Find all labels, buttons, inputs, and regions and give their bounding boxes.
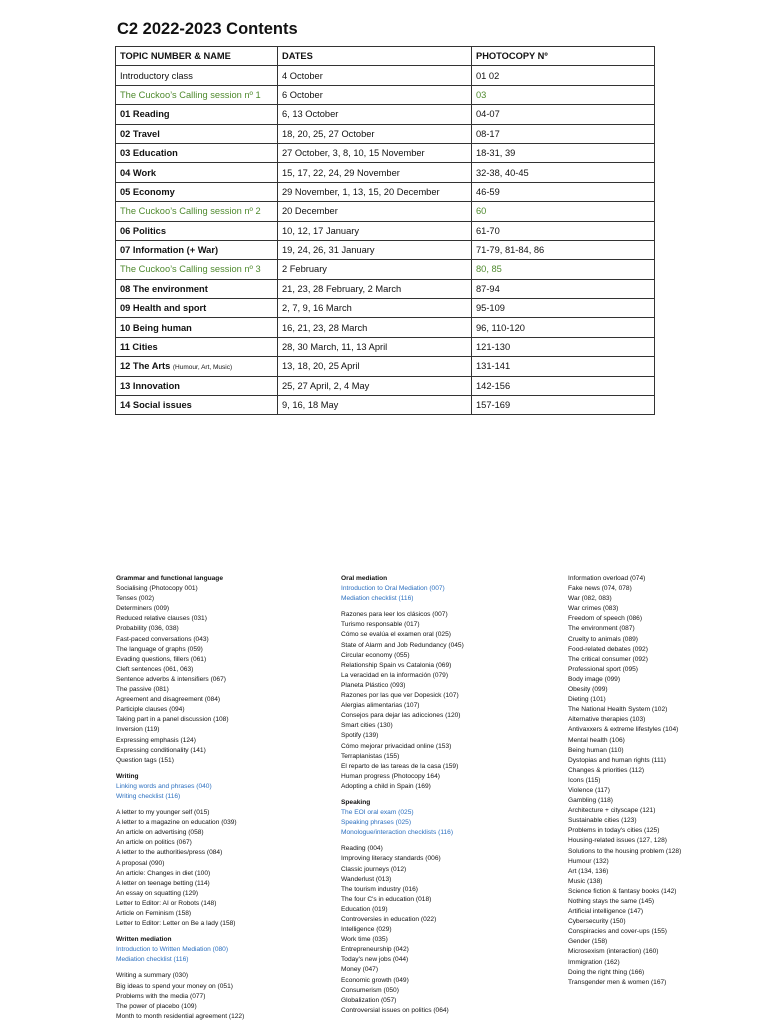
- list-item: Razones por las que ver Dopesick (107): [341, 692, 459, 700]
- table-row: [116, 240, 655, 259]
- list-item: Body image (099): [568, 675, 621, 683]
- list-item: Work time (035): [341, 936, 388, 944]
- list-item: Reading (004): [341, 845, 383, 853]
- dates-cell: 19, 24, 26, 31 January: [278, 240, 472, 259]
- list-item: An article on advertising (058): [116, 829, 204, 837]
- list-item: Changes & priorities (112): [568, 766, 645, 774]
- list-item: Adopting a child in Spain (169): [341, 782, 431, 790]
- list-item: Dieting (101): [568, 696, 606, 704]
- list-item: Food-related debates (092): [568, 645, 648, 653]
- topic-cell: [116, 337, 278, 356]
- table-row: [116, 318, 655, 337]
- list-item: Alternative therapies (103): [568, 716, 646, 724]
- dates-cell: 16, 21, 23, 28 March: [278, 318, 472, 337]
- column-header-dates: DATES: [278, 47, 472, 66]
- mediation-speaking-column: [341, 574, 464, 1016]
- list-item: Spotify (139): [341, 732, 379, 740]
- list-item: Freedom of speech (086): [568, 615, 643, 623]
- list-item: Determiners (009): [116, 605, 170, 613]
- dates-cell: 18, 20, 25, 27 October: [278, 124, 472, 143]
- list-item: Alergias alimentarias (107): [341, 702, 420, 710]
- contents-table: [115, 46, 655, 415]
- dates-cell: 29 November, 1, 13, 15, 20 December: [278, 182, 472, 201]
- list-item: Cruelty to animals (089): [568, 635, 638, 643]
- list-item: The four C's in education (018): [341, 895, 432, 903]
- section-heading: Writing: [116, 772, 139, 780]
- photocopy-cell: 03: [472, 85, 655, 104]
- list-item: Human progress (Photocopy 164): [341, 772, 440, 780]
- list-item: Science fiction & fantasy books (142): [568, 887, 677, 895]
- list-item: Gender (158): [568, 938, 608, 946]
- list-item: Participle clauses (094): [116, 706, 185, 714]
- photocopy-cell: 08-17: [472, 124, 655, 143]
- list-item: Letter to Editor: Letter on Be a lady (158): [116, 920, 236, 928]
- topic-name: 01 Reading: [120, 109, 170, 120]
- dates-cell: 2 February: [278, 260, 472, 279]
- list-item: Writing a summary (030): [116, 972, 189, 980]
- list-item: The passive (081): [116, 686, 169, 694]
- photocopy-cell: 46-59: [472, 182, 655, 201]
- topic-name: The Cuckoo’s Calling session nº 1: [120, 89, 261, 100]
- topic-name: 13 Innovation: [120, 380, 180, 391]
- list-item: Cybersecurity (150): [568, 918, 626, 926]
- dates-cell: 13, 18, 20, 25 April: [278, 357, 472, 376]
- list-item: A proposal (090): [116, 859, 165, 867]
- list-item: Turismo responsable (017): [341, 621, 420, 629]
- list-item: War crimes (083): [568, 605, 619, 613]
- list-item: Month to month residential agreement (122): [116, 1012, 245, 1020]
- topic-cell: [116, 105, 278, 124]
- list-item: Terraplanistas (155): [341, 752, 400, 760]
- list-item: Wanderlust (013): [341, 875, 392, 883]
- table-row: [116, 260, 655, 279]
- dates-cell: 20 December: [278, 202, 472, 221]
- list-item: The tourism industry (016): [341, 885, 418, 893]
- table-row: [116, 221, 655, 240]
- resource-link[interactable]: Linking words and phrases (040): [116, 782, 212, 790]
- list-item: Article on Feminism (158): [116, 910, 192, 917]
- list-item: Solutions to the housing problem (128): [568, 847, 682, 855]
- photocopy-cell: 61-70: [472, 221, 655, 240]
- table-row: [116, 202, 655, 221]
- list-item: The language of graphs (059): [116, 645, 203, 653]
- topic-cell: [116, 318, 278, 337]
- list-item: A letter to the authorities/press (084): [116, 849, 223, 857]
- topic-cell: [116, 299, 278, 318]
- table-row: [116, 299, 655, 318]
- list-item: Immigration (162): [568, 958, 620, 966]
- list-item: Artificial intelligence (147): [568, 908, 644, 916]
- table-row: [116, 357, 655, 376]
- list-item: Razones para leer los clásicos (007): [341, 611, 448, 619]
- list-item: Art (134, 136): [568, 867, 609, 875]
- list-item: A letter on teenage betting (114): [116, 879, 210, 887]
- topic-name: 11 Cities: [120, 342, 158, 353]
- list-item: Obesity (099): [568, 686, 608, 694]
- list-item: Cómo mejorar privacidad online (153): [341, 742, 452, 750]
- list-item: Housing-related issues (127, 128): [568, 837, 667, 845]
- table-row: [116, 396, 655, 415]
- list-item: Inversion (119): [116, 726, 160, 734]
- list-item: An essay on squatting (129): [116, 889, 199, 897]
- topic-cell: [116, 279, 278, 298]
- list-item: Dystopias and human rights (111): [568, 756, 666, 764]
- topic-cell: [116, 357, 278, 376]
- dates-cell: 21, 23, 28 February, 2 March: [278, 279, 472, 298]
- list-item: Smart cities (130): [341, 722, 393, 730]
- list-item: La veracidad en la información (079): [341, 671, 449, 679]
- dates-cell: 28, 30 March, 11, 13 April: [278, 337, 472, 356]
- list-item: Controversies in education (022): [341, 916, 437, 923]
- photocopy-cell: 04-07: [472, 105, 655, 124]
- photocopy-cell: 71-79, 81-84, 86: [472, 240, 655, 259]
- photocopy-cell: 01 02: [472, 66, 655, 85]
- table-row: [116, 85, 655, 104]
- list-item: A letter to a magazine on education (039): [116, 819, 237, 827]
- table-header-row: [116, 47, 655, 66]
- topic-cell: [116, 376, 278, 395]
- topic-name: 06 Politics: [120, 225, 166, 236]
- list-item: Information overload (074): [568, 575, 646, 582]
- resource-link[interactable]: Monologue/interaction checklists (116): [341, 829, 454, 837]
- list-item: Intelligence (029): [341, 926, 392, 934]
- list-item: Gambling (118): [568, 797, 613, 805]
- list-item: Sustainable cities (123): [568, 817, 637, 825]
- list-item: Cleft sentences (061, 063): [116, 665, 194, 673]
- list-item: State of Alarm and Job Redundancy (045): [341, 641, 464, 649]
- topic-cell: [116, 260, 278, 279]
- resource-link[interactable]: Writing checklist (116): [116, 792, 181, 800]
- list-item: Cómo se evalúa el examen oral (025): [341, 631, 451, 639]
- resource-link[interactable]: Introduction to Oral Mediation (007): [341, 585, 445, 593]
- dates-cell: 9, 16, 18 May: [278, 396, 472, 415]
- dates-cell: 6 October: [278, 85, 472, 104]
- table-row: [116, 337, 655, 356]
- list-item: The environment (087): [568, 625, 635, 633]
- dates-cell: 4 October: [278, 66, 472, 85]
- section-heading: Written mediation: [116, 936, 172, 944]
- photocopy-cell: 18-31, 39: [472, 143, 655, 162]
- table-row: [116, 66, 655, 85]
- table-row: [116, 105, 655, 124]
- list-item: Mental health (106): [568, 736, 625, 744]
- list-item: Consejos para dejar las adicciones (120): [341, 712, 461, 720]
- topic-cell: [116, 85, 278, 104]
- list-item: Violence (117): [568, 786, 610, 794]
- list-item: Big ideas to spend your money on (051): [116, 982, 233, 990]
- topic-cell: [116, 124, 278, 143]
- table-row: [116, 182, 655, 201]
- topic-name: The Cuckoo’s Calling session nº 3: [120, 264, 261, 275]
- list-item: The critical consumer (092): [568, 655, 648, 663]
- list-item: Music (138): [568, 877, 603, 885]
- list-item: Evading questions, fillers (061): [116, 655, 207, 663]
- list-item: Antivaxxers & extreme lifestyles (104): [568, 726, 679, 734]
- photocopy-cell: 157-169: [472, 396, 655, 415]
- topic-name: 07 Information (+ War): [120, 245, 219, 256]
- page-title: C2 2022-2023 Contents: [117, 20, 298, 38]
- topic-cell: [116, 143, 278, 162]
- dates-cell: 6, 13 October: [278, 105, 472, 124]
- list-item: War (082, 083): [568, 595, 612, 603]
- list-item: Icons (115): [568, 776, 601, 784]
- table-row: [116, 279, 655, 298]
- topics-column: [568, 574, 681, 988]
- topic-note: (Humour, Art, Music): [172, 364, 233, 372]
- dates-cell: 10, 12, 17 January: [278, 221, 472, 240]
- list-item: Education (019): [341, 905, 388, 913]
- photocopy-cell: 80, 85: [472, 260, 655, 279]
- list-item: Expressing emphasis (124): [116, 736, 196, 744]
- photocopy-cell: 121-130: [472, 337, 655, 356]
- list-item: Controversial issues on politics (064): [341, 1006, 449, 1014]
- topic-name: 08 The environment: [120, 283, 208, 294]
- resource-link[interactable]: The EOI oral exam (025): [341, 809, 414, 817]
- dates-cell: 25, 27 April, 2, 4 May: [278, 376, 472, 395]
- list-item: Reduced relative clauses (031): [116, 615, 207, 623]
- photocopy-cell: 32-38, 40-45: [472, 163, 655, 182]
- dates-cell: 27 October, 3, 8, 10, 15 November: [278, 143, 472, 162]
- dates-cell: 15, 17, 22, 24, 29 November: [278, 163, 472, 182]
- topic-cell: [116, 240, 278, 259]
- section-heading: Oral mediation: [341, 575, 388, 582]
- list-item: Question tags (151): [116, 756, 174, 764]
- topic-name: The Cuckoo’s Calling session nº 2: [120, 206, 261, 217]
- list-item: Professional sport (095): [568, 665, 639, 673]
- list-item: Conspiracies and cover-ups (155): [568, 928, 667, 936]
- list-item: Transgender men & women (167): [568, 978, 667, 986]
- topic-name: 05 Economy: [120, 186, 175, 197]
- list-item: An article on politics (067): [116, 839, 192, 847]
- list-item: Problems in today's cities (125): [568, 827, 660, 835]
- resource-link[interactable]: Introduction to Written Mediation (080): [116, 946, 229, 954]
- dates-cell: 2, 7, 9, 16 March: [278, 299, 472, 318]
- list-item: Letter to Editor: AI or Robots (148): [116, 899, 217, 907]
- list-item: Circular economy (055): [341, 651, 410, 659]
- list-item: Entrepreneurship (042): [341, 946, 409, 954]
- list-item: Fake news (074, 078): [568, 585, 632, 593]
- list-item: Socialising (Photocopy 001): [116, 585, 198, 593]
- topic-cell: [116, 163, 278, 182]
- photocopy-cell: 87-94: [472, 279, 655, 298]
- list-item: The power of placebo (109): [116, 1002, 197, 1010]
- table-row: [116, 163, 655, 182]
- photocopy-cell: 131-141: [472, 357, 655, 376]
- list-item: Agreement and disagreement (084): [116, 696, 221, 704]
- list-item: Expressing conditionality (141): [116, 746, 206, 754]
- list-item: Today's new jobs (044): [341, 956, 409, 964]
- topic-cell: [116, 182, 278, 201]
- list-item: Relationship Spain vs Catalonia (069): [341, 661, 452, 669]
- list-item: Fast-paced conversations (043): [116, 635, 209, 643]
- list-item: Microsexism (interaction) (160): [568, 948, 659, 956]
- list-item: Money (047): [341, 966, 379, 974]
- list-item: Taking part in a panel discussion (108): [116, 716, 229, 724]
- list-item: Tenses (002): [116, 595, 155, 603]
- list-item: An article: Changes in diet (100): [116, 869, 211, 877]
- table-row: [116, 376, 655, 395]
- topic-name: 10 Being human: [120, 322, 192, 333]
- grammar-writing-column: [116, 574, 244, 1022]
- resource-link[interactable]: Speaking phrases (025): [341, 819, 412, 827]
- topic-cell: [116, 202, 278, 221]
- list-item: El reparto de las tareas de la casa (159): [341, 762, 459, 770]
- topic-cell: [116, 221, 278, 240]
- table-row: [116, 124, 655, 143]
- section-heading: Grammar and functional language: [116, 575, 223, 582]
- list-item: Doing the right thing (166): [568, 968, 645, 976]
- photocopy-cell: 95-109: [472, 299, 655, 318]
- section-heading: Speaking: [341, 798, 371, 806]
- table-body: [116, 66, 655, 415]
- list-item: Improving literacy standards (006): [341, 855, 441, 863]
- topic-cell: [116, 396, 278, 415]
- list-item: Globalization (057): [341, 996, 397, 1004]
- topic-name: 14 Social issues: [120, 400, 192, 411]
- list-item: Probability (036, 038): [116, 625, 179, 633]
- resource-link[interactable]: Mediation checklist (116): [341, 595, 414, 603]
- list-item: Sentence adverbs & intensifiers (067): [116, 675, 226, 683]
- list-item: The National Health System (102): [568, 706, 668, 714]
- list-item: Humour (132): [568, 857, 609, 865]
- list-item: Consumerism (050): [341, 986, 399, 994]
- topic-name: 12 The Arts: [120, 361, 171, 372]
- photocopy-cell: 60: [472, 202, 655, 221]
- list-item: Nothing stays the same (145): [568, 898, 655, 905]
- topic-name: Introductory class: [120, 70, 193, 81]
- column-header-photocopy: PHOTOCOPY Nº: [472, 47, 655, 66]
- column-header-topic: TOPIC NUMBER & NAME: [116, 47, 278, 66]
- list-item: Classic journeys (012): [341, 865, 407, 873]
- list-item: Problems with the media (077): [116, 992, 206, 1000]
- topic-name: 03 Education: [120, 148, 178, 159]
- resource-link[interactable]: Mediation checklist (116): [116, 956, 189, 964]
- topic-name: 04 Work: [120, 167, 156, 178]
- list-item: Economic growth (049): [341, 976, 409, 984]
- list-item: Planeta Plástico (093): [341, 681, 406, 689]
- list-item: A letter to my younger self (015): [116, 809, 210, 817]
- topic-name: 02 Travel: [120, 128, 160, 139]
- topic-cell: [116, 66, 278, 85]
- list-item: Being human (110): [568, 746, 624, 754]
- photocopy-cell: 96, 110-120: [472, 318, 655, 337]
- photocopy-cell: 142-156: [472, 376, 655, 395]
- list-item: Architecture + cityscape (121): [568, 807, 656, 815]
- topic-name: 09 Health and sport: [120, 303, 207, 314]
- table-row: [116, 143, 655, 162]
